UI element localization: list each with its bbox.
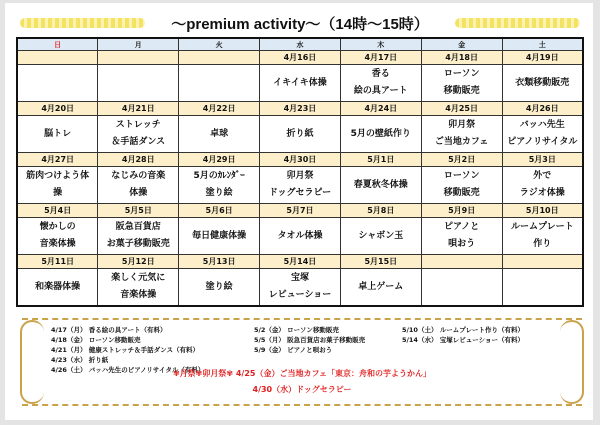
date-cell: 5月5日 (98, 204, 179, 218)
date-cell: 5月2日 (421, 153, 502, 167)
festival-line-1: ✾月祭✾卯月祭✾ 4/25（金）ご当地カフェ「東京：舟和の芋ようかん」 (172, 369, 432, 378)
weekday-header: 火 (179, 38, 260, 51)
activity-cell: バッハ先生 ピアノリサイタル (502, 116, 583, 153)
activity-cell: シャボン玉 (340, 218, 421, 255)
note-item: 4/26（土） バッハ先生のピアノリサイタル（有料） (51, 366, 205, 374)
weekday-header: 金 (421, 38, 502, 51)
weekday-header: 日 (17, 38, 98, 51)
weekday-header: 月 (98, 38, 179, 51)
note-item: 5/5（月） 阪急百貨店お菓子移動販売 (254, 336, 366, 344)
page-title: ～premium activity～（14時～15時） (171, 16, 429, 33)
activity-cell: なじみの音楽 体操 (98, 167, 179, 204)
date-cell: 4月20日 (17, 102, 98, 116)
date-cell (179, 51, 260, 65)
activity-cell: ローソン 移動販売 (421, 65, 502, 102)
weekday-header-row (17, 38, 583, 51)
date-cell: 4月18日 (421, 51, 502, 65)
date-cell: 5月11日 (17, 255, 98, 269)
activity-row (17, 116, 583, 153)
date-row (17, 204, 583, 218)
date-cell: 5月4日 (17, 204, 98, 218)
activity-cell: ストレッチ ＆手話ダンス (98, 116, 179, 153)
date-cell: 5月6日 (179, 204, 260, 218)
date-cell: 5月1日 (340, 153, 421, 167)
activity-cell: 香る 絵の具アート (340, 65, 421, 102)
date-cell: 4月24日 (340, 102, 421, 116)
activity-cell (502, 269, 583, 307)
date-row (17, 255, 583, 269)
activity-cell (17, 65, 98, 102)
activity-cell: ローソン 移動販売 (421, 167, 502, 204)
activity-cell: 脳トレ (17, 116, 98, 153)
date-row (17, 153, 583, 167)
note-item: 4/21（月） 健康ストレッチ＆手話ダンス（有料） (51, 346, 200, 354)
date-cell: 5月12日 (98, 255, 179, 269)
date-cell (17, 51, 98, 65)
activity-cell: 衣類移動販売 (502, 65, 583, 102)
date-cell: 5月3日 (502, 153, 583, 167)
activity-cell: 卯月祭 ドッグセラピー (260, 167, 341, 204)
date-row (17, 102, 583, 116)
activity-cell: 5月のｶﾚﾝﾀﾞｰ 塗り絵 (179, 167, 260, 204)
date-cell: 4月16日 (260, 51, 341, 65)
date-cell: 4月21日 (98, 102, 179, 116)
activity-cell: ルームプレート 作り (502, 218, 583, 255)
date-cell: 5月10日 (502, 204, 583, 218)
date-cell: 4月19日 (502, 51, 583, 65)
activity-cell: 折り紙 (260, 116, 341, 153)
weekday-header: 土 (502, 38, 583, 51)
activity-cell: 卓上ゲーム (340, 269, 421, 307)
activity-cell: 外で ラジオ体操 (502, 167, 583, 204)
calendar-table (16, 37, 584, 307)
activity-row (17, 167, 583, 204)
activity-cell: イキイキ体操 (260, 65, 341, 102)
date-cell: 4月30日 (260, 153, 341, 167)
date-cell (98, 51, 179, 65)
note-item: 5/9（金） ピアノと唄おう (254, 346, 333, 354)
note-item: 5/2（金） ローソン移動販売 (254, 326, 339, 334)
date-cell: 4月25日 (421, 102, 502, 116)
activity-cell: ピアノと 唄おう (421, 218, 502, 255)
date-cell: 5月9日 (421, 204, 502, 218)
activity-cell: 卓球 (179, 116, 260, 153)
activity-cell: 春夏秋冬体操 (340, 167, 421, 204)
date-cell: 5月13日 (179, 255, 260, 269)
activity-row (17, 269, 583, 307)
date-cell: 4月28日 (98, 153, 179, 167)
activity-cell: 阪急百貨店 お菓子移動販売 (98, 218, 179, 255)
note-item: 5/10（土） ルームプレート作り（有料） (402, 326, 524, 334)
date-cell (421, 255, 502, 269)
activity-cell: 筋肉つけよう体 操 (17, 167, 98, 204)
activity-cell: 懐かしの 音楽体操 (17, 218, 98, 255)
notes-box (22, 318, 582, 406)
activity-cell: 5月の壁紙作り (340, 116, 421, 153)
activity-cell (179, 65, 260, 102)
date-cell: 4月29日 (179, 153, 260, 167)
activity-row (17, 65, 583, 102)
activity-cell: タオル体操 (260, 218, 341, 255)
activity-cell (98, 65, 179, 102)
activity-cell: 卯月祭 ご当地カフェ (421, 116, 502, 153)
activity-cell: 和楽器体操 (17, 269, 98, 307)
date-cell: 5月8日 (340, 204, 421, 218)
note-item: 4/18（金） ローソン移動販売 (51, 336, 141, 344)
weekday-header: 木 (340, 38, 421, 51)
date-row (17, 51, 583, 65)
note-item: 5/14（水） 宝塚レビューショー（有料） (402, 336, 524, 344)
activity-cell: 塗り絵 (179, 269, 260, 307)
festival-line-2: 4/30（水）ドッグセラピー (252, 385, 352, 394)
date-cell: 4月22日 (179, 102, 260, 116)
activity-row (17, 218, 583, 255)
date-cell: 5月7日 (260, 204, 341, 218)
date-cell: 5月15日 (340, 255, 421, 269)
activity-cell (421, 269, 502, 307)
activity-cell: 毎日健康体操 (179, 218, 260, 255)
note-item: 4/17（月） 香る絵の具アート（有料） (51, 326, 167, 334)
weekday-header: 水 (260, 38, 341, 51)
activity-cell: 宝塚 レビューショー (260, 269, 341, 307)
date-cell: 4月23日 (260, 102, 341, 116)
activity-cell: 楽しく元気に 音楽体操 (98, 269, 179, 307)
date-cell: 4月26日 (502, 102, 583, 116)
date-cell: 4月17日 (340, 51, 421, 65)
date-cell: 5月14日 (260, 255, 341, 269)
date-cell (502, 255, 583, 269)
date-cell: 4月27日 (17, 153, 98, 167)
note-item: 4/23（水） 折り紙 (51, 356, 109, 364)
